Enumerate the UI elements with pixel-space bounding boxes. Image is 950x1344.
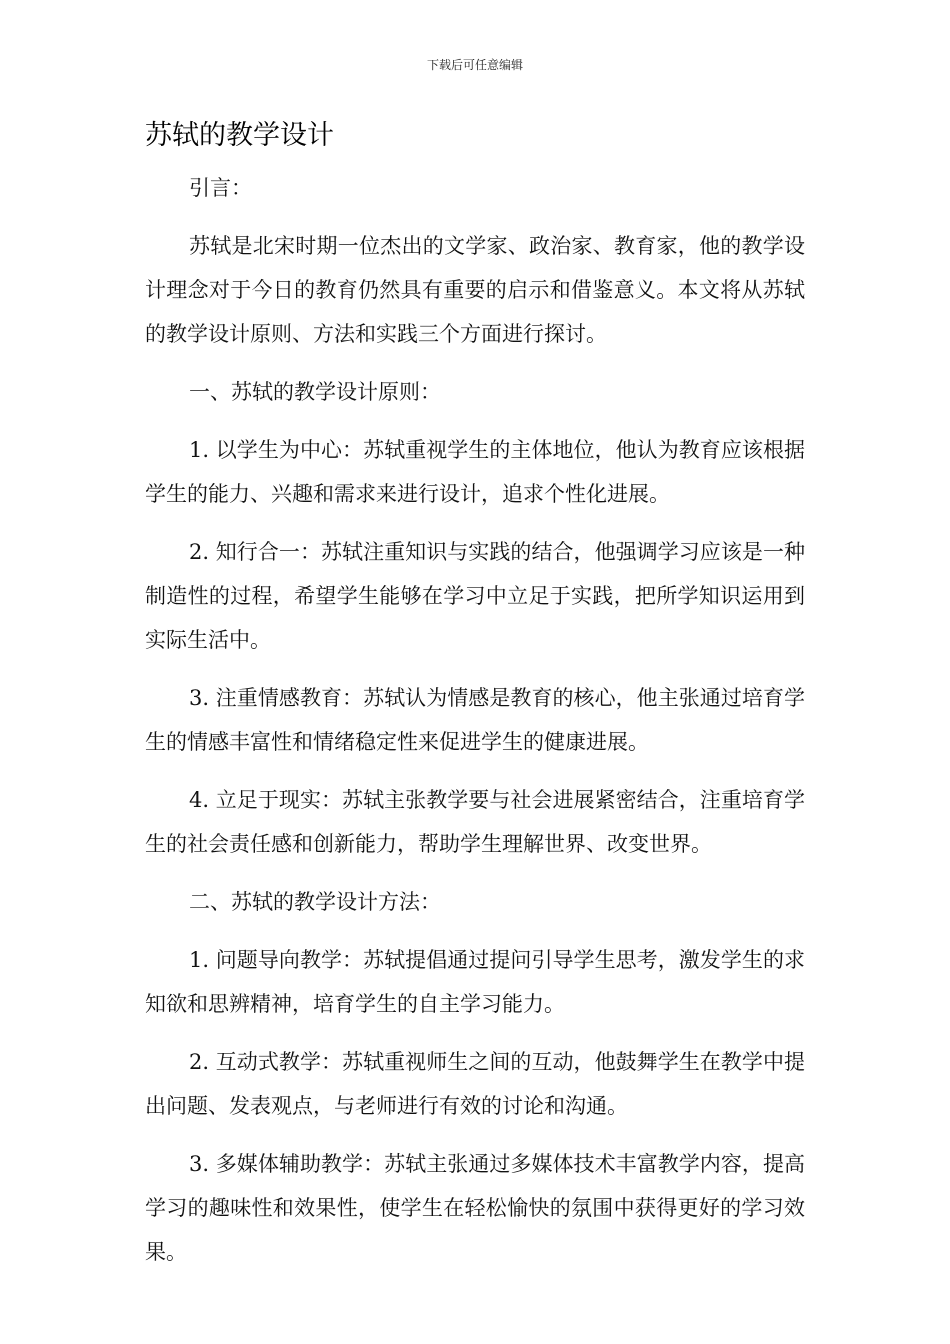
paragraph-intro: 苏轼是北宋时期一位杰出的文学家、政治家、教育家，他的教学设计理念对于今日的教育仍然具有重要的启示和借鉴意义。本文将从苏轼的教学设计原则、方法和实践三个方面进行探讨。 (145, 234, 805, 346)
document-body (145, 166, 805, 1288)
list-item-method: 2. 互动式教学：苏轼重视师生之间的互动，他鼓舞学生在教学中提出问题、发表观点，与老师进行有效的讨论和沟通。 (145, 1050, 805, 1118)
paragraph-intro-label: 引言： (189, 176, 252, 200)
list-item-principle: 1. 以学生为中心：苏轼重视学生的主体地位，他认为教育应该根据学生的能力、兴趣和需求来进行设计，追求个性化进展。 (145, 438, 805, 506)
list-item-principle: 3. 注重情感教育：苏轼认为情感是教育的核心，他主张通过培育学生的情感丰富性和情绪稳定性来促进学生的健康进展。 (145, 686, 805, 754)
list-item-principle: 4. 立足于现实：苏轼主张教学要与社会进展紧密结合，注重培育学生的社会责任感和创新能力，帮助学生理解世界、改变世界。 (145, 788, 805, 856)
section-heading-principles: 一、苏轼的教学设计原则： (189, 380, 441, 404)
section-heading-methods: 二、苏轼的教学设计方法： (189, 890, 441, 914)
list-item-principle: 2. 知行合一：苏轼注重知识与实践的结合，他强调学习应该是一种制造性的过程，希望学生能够在学习中立足于实践，把所学知识运用到实际生活中。 (145, 540, 805, 652)
header-note: 下载后可任意编辑 (426, 58, 523, 72)
list-item-method: 1. 问题导向教学：苏轼提倡通过提问引导学生思考，激发学生的求知欲和思辨精神，培育学生的自主学习能力。 (145, 948, 805, 1016)
list-item-method: 3. 多媒体辅助教学：苏轼主张通过多媒体技术丰富教学内容，提高学习的趣味性和效果性，使学生在轻松愉快的氛围中获得更好的学习效果。 (145, 1152, 805, 1264)
document-title: 苏轼的教学设计 (145, 120, 334, 151)
